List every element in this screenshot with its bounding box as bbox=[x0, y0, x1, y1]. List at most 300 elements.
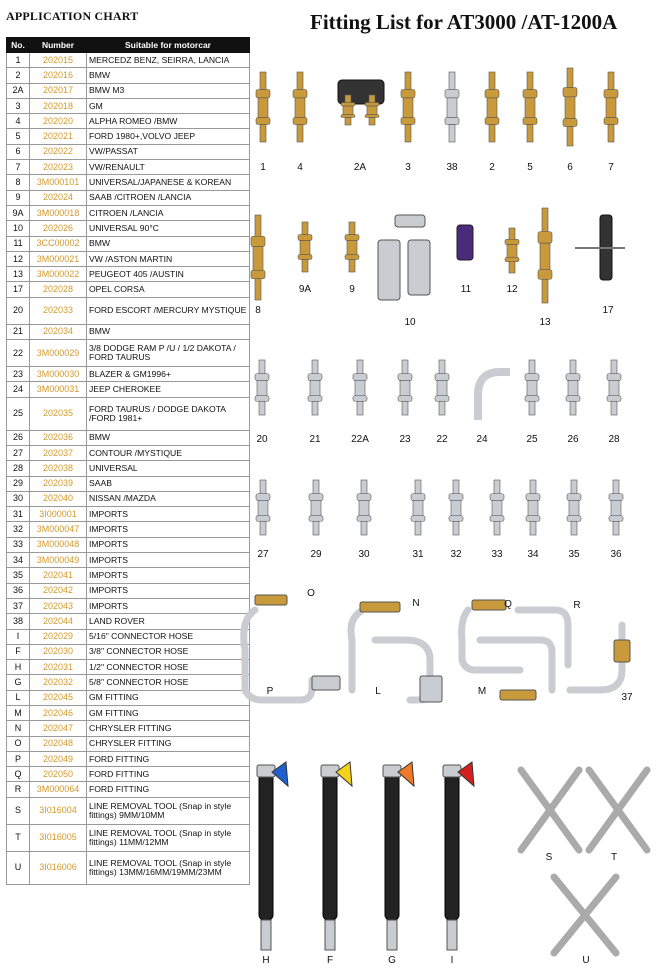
figure-label: I bbox=[450, 955, 454, 966]
fitting-row3-3-collar bbox=[398, 374, 412, 381]
cell-desc: 3/8" CONNECTOR HOSE bbox=[87, 644, 250, 659]
cell-desc: FORD TAURUS / DODGE DAKOTA /FORD 1981+ bbox=[87, 397, 250, 430]
cell-no: 36 bbox=[7, 583, 30, 598]
cell-number: 202030 bbox=[30, 644, 87, 659]
figure-label: U bbox=[582, 955, 590, 966]
fitting-row1-1-body bbox=[295, 98, 305, 118]
cell-desc: VW/RENAULT bbox=[87, 160, 250, 175]
cell-number: 202018 bbox=[30, 98, 87, 113]
fitting-row4-0-collar bbox=[256, 494, 270, 501]
cell-desc: SAAB bbox=[87, 476, 250, 491]
figure-label: 30 bbox=[358, 549, 370, 560]
fitting-row4-8-collar bbox=[609, 494, 623, 501]
cell-number: 3M000031 bbox=[30, 382, 87, 397]
fitting-row3-2-body bbox=[355, 380, 365, 395]
fitting-row1-5-stem bbox=[489, 125, 495, 143]
cell-no: 2 bbox=[7, 68, 30, 83]
fitting-row4-5-tip bbox=[494, 480, 500, 494]
fitting-38-nut bbox=[445, 118, 459, 125]
fitting-row1-8-tip bbox=[608, 72, 614, 90]
figure-label: 7 bbox=[608, 162, 614, 173]
cell-no: T bbox=[7, 824, 30, 851]
fitting-12-collar bbox=[505, 239, 519, 244]
fitting-row4-4-tip bbox=[453, 480, 459, 494]
fitting-row1-5-nut bbox=[485, 118, 499, 125]
fitting-row4-2-collar bbox=[357, 494, 371, 501]
figure-label: 35 bbox=[568, 549, 580, 560]
cell-no: L bbox=[7, 690, 30, 705]
fitting-13-tip bbox=[542, 208, 548, 232]
fitting-row1-0-body bbox=[258, 98, 268, 118]
cell-no: 9 bbox=[7, 190, 30, 205]
fitting-6-body bbox=[565, 97, 575, 119]
cell-number: 3M000101 bbox=[30, 175, 87, 190]
cell-desc: 1/2" CONNECTOR HOSE bbox=[87, 660, 250, 675]
cell-desc: 5/8" CONNECTOR HOSE bbox=[87, 675, 250, 690]
fitting-6-collar bbox=[563, 88, 577, 97]
cell-number: 202038 bbox=[30, 461, 87, 476]
fitting-row3-0-collar bbox=[255, 374, 269, 381]
cell-number: 202024 bbox=[30, 190, 87, 205]
cell-desc: IMPORTS bbox=[87, 537, 250, 552]
fitting-row3-0-stem bbox=[259, 401, 265, 415]
cell-desc: FORD FITTING bbox=[87, 782, 250, 797]
figure-label: 33 bbox=[491, 549, 503, 560]
cell-no: M bbox=[7, 705, 30, 720]
cell-desc: SAAB /CITROEN /LANCIA bbox=[87, 190, 250, 205]
fitting-2A-b-body bbox=[367, 106, 377, 114]
figure-label: F bbox=[326, 955, 334, 966]
fitting-9A-stem bbox=[302, 260, 308, 273]
cell-number: 202045 bbox=[30, 690, 87, 705]
fitting-row4-6-body bbox=[528, 500, 538, 515]
fitting-row1-0-stem bbox=[260, 125, 266, 143]
fitting-row3-7-body bbox=[568, 380, 578, 395]
hose-F-collar bbox=[321, 765, 339, 777]
cell-no: F bbox=[7, 644, 30, 659]
cell-desc: PEUGEOT 405 /AUSTIN bbox=[87, 267, 250, 282]
fitting-row4-4-collar bbox=[449, 494, 463, 501]
fitting-38-collar bbox=[445, 90, 459, 98]
cell-desc: UNIVERSAL 90°C bbox=[87, 221, 250, 236]
cell-desc: BMW M3 bbox=[87, 83, 250, 98]
fitting-row4-7-body bbox=[569, 500, 579, 515]
cell-no: 20 bbox=[7, 297, 30, 324]
cell-desc: LINE REMOVAL TOOL (Snap in style fittings) 9MM/10MM bbox=[87, 797, 250, 824]
cell-number: 202046 bbox=[30, 705, 87, 720]
fitting-row4-5-stem bbox=[494, 521, 500, 535]
fitting-8-body bbox=[253, 246, 263, 270]
fitting-row1-3-nut bbox=[401, 118, 415, 125]
fitting-row1-1-stem bbox=[297, 125, 303, 143]
fitting-row1-6-body bbox=[525, 98, 535, 118]
fitting-11 bbox=[457, 225, 473, 260]
fitting-row1-1-tip bbox=[297, 72, 303, 90]
hose-G-hose bbox=[385, 770, 399, 920]
cell-number: 202047 bbox=[30, 721, 87, 736]
fitting-2A-b-tip bbox=[369, 95, 375, 103]
cell-number: 202026 bbox=[30, 221, 87, 236]
cell-no: 21 bbox=[7, 324, 30, 339]
figure-label: 24 bbox=[476, 434, 488, 445]
fitting-row3-3-nut bbox=[398, 396, 412, 402]
fitting-row3-2-tip bbox=[357, 360, 363, 374]
fitting-row4-6-tip bbox=[530, 480, 536, 494]
cell-no: H bbox=[7, 660, 30, 675]
cell-number: 202037 bbox=[30, 445, 87, 460]
fitting-row4-0-nut bbox=[256, 516, 270, 522]
cell-desc: VW/PASSAT bbox=[87, 144, 250, 159]
cell-number: 3M000022 bbox=[30, 267, 87, 282]
fitting-row4-4-nut bbox=[449, 516, 463, 522]
cell-no: 17 bbox=[7, 282, 30, 297]
fitting-row3-6-nut bbox=[525, 396, 539, 402]
cell-number: 202033 bbox=[30, 297, 87, 324]
fitting-8-stem bbox=[255, 279, 261, 300]
hose-F-hose bbox=[323, 770, 337, 920]
figure-label: 17 bbox=[602, 305, 614, 316]
figure-label: 13 bbox=[539, 317, 551, 328]
cell-desc: 3/8 DODGE RAM P /U / 1/2 DAKOTA / FORD TAURUS bbox=[87, 340, 250, 367]
cell-no: G bbox=[7, 675, 30, 690]
figure-label: R bbox=[573, 600, 581, 611]
fitting-M bbox=[480, 640, 552, 690]
fitting-row4-1-body bbox=[311, 500, 321, 515]
figure-label: 37 bbox=[621, 692, 633, 703]
fitting-row3-4-tip bbox=[439, 360, 445, 374]
figure-label: 1 bbox=[260, 162, 266, 173]
fitting-row1-3-body bbox=[403, 98, 413, 118]
figure-label: Q bbox=[504, 599, 512, 610]
cell-desc: CHRYSLER FITTING bbox=[87, 736, 250, 751]
cell-desc: JEEP CHEROKEE bbox=[87, 382, 250, 397]
figure-label: 36 bbox=[610, 549, 622, 560]
figure-label: 6 bbox=[567, 162, 573, 173]
cell-no: 33 bbox=[7, 537, 30, 552]
cell-no: 29 bbox=[7, 476, 30, 491]
figure-label: 26 bbox=[567, 434, 579, 445]
cell-desc: FORD 1980+,VOLVO JEEP bbox=[87, 129, 250, 144]
cell-desc: LINE REMOVAL TOOL (Snap in style fittings) 13MM/16MM/19MM/23MM bbox=[87, 851, 250, 884]
cell-desc: GM FITTING bbox=[87, 705, 250, 720]
page-title: Fitting List for AT3000 /AT-1200A bbox=[310, 10, 618, 34]
cell-no: 30 bbox=[7, 491, 30, 506]
fitting-38-tip bbox=[449, 72, 455, 90]
cell-no: S bbox=[7, 797, 30, 824]
fitting-row4-7-stem bbox=[571, 521, 577, 535]
hose-I-coupler bbox=[447, 920, 457, 950]
hose-F-coupler bbox=[325, 920, 335, 950]
fitting-9-body bbox=[347, 241, 357, 255]
cell-number: 202050 bbox=[30, 767, 87, 782]
cell-number: 202031 bbox=[30, 660, 87, 675]
cell-desc: VW /ASTON MARTIN bbox=[87, 251, 250, 266]
fitting-row1-0-nut bbox=[256, 118, 270, 125]
fitting-row3-0-nut bbox=[255, 396, 269, 402]
figure-label: 27 bbox=[257, 549, 269, 560]
fitting-10-elbow bbox=[395, 215, 425, 227]
fitting-Q-tip bbox=[472, 600, 506, 610]
figure-label: 12 bbox=[506, 284, 518, 295]
fitting-12-body bbox=[507, 245, 517, 258]
cell-no: I bbox=[7, 629, 30, 644]
fitting-row4-7-nut bbox=[567, 516, 581, 522]
cell-desc: OPEL CORSA bbox=[87, 282, 250, 297]
fitting-row1-0-collar bbox=[256, 90, 270, 98]
cell-number: 202016 bbox=[30, 68, 87, 83]
fitting-13-nut bbox=[538, 270, 552, 280]
cell-no: 3 bbox=[7, 98, 30, 113]
cell-desc: BMW bbox=[87, 430, 250, 445]
fitting-9A-body bbox=[300, 241, 310, 255]
chart-title: APPLICATION CHART bbox=[6, 9, 139, 23]
figure-label: 25 bbox=[526, 434, 538, 445]
cell-number: 3M000029 bbox=[30, 340, 87, 367]
fitting-8-tip bbox=[255, 215, 261, 236]
fitting-row1-6-tip bbox=[527, 72, 533, 90]
hose-I-collar bbox=[443, 765, 461, 777]
cell-no: 26 bbox=[7, 430, 30, 445]
figure-label: 10 bbox=[404, 317, 416, 328]
fitting-row4-1-tip bbox=[313, 480, 319, 494]
cell-desc: GM bbox=[87, 98, 250, 113]
fitting-row3-0-tip bbox=[259, 360, 265, 374]
cell-no: 9A bbox=[7, 205, 30, 220]
cell-desc: BMW bbox=[87, 236, 250, 251]
cell-no: P bbox=[7, 751, 30, 766]
cell-number: 3I000001 bbox=[30, 507, 87, 522]
cell-desc: UNIVERSAL/JAPANESE & KOREAN bbox=[87, 175, 250, 190]
cell-no: O bbox=[7, 736, 30, 751]
cell-no: N bbox=[7, 721, 30, 736]
fitting-row1-6-stem bbox=[527, 125, 533, 143]
cell-no: 10 bbox=[7, 221, 30, 236]
figure-label: 20 bbox=[256, 434, 268, 445]
cell-desc: MERCEDZ BENZ, SEIRRA, LANCIA bbox=[87, 53, 250, 68]
cell-no: 6 bbox=[7, 144, 30, 159]
cell-desc: ALPHA ROMEO /BMW bbox=[87, 114, 250, 129]
fitting-row3-8-body bbox=[609, 380, 619, 395]
cell-number: 202044 bbox=[30, 614, 87, 629]
cell-number: 3M000018 bbox=[30, 205, 87, 220]
cell-desc: GM FITTING bbox=[87, 690, 250, 705]
cell-number: 3M000049 bbox=[30, 553, 87, 568]
fitting-9-tip bbox=[349, 222, 355, 235]
cell-number: 3I016005 bbox=[30, 824, 87, 851]
figure-label: 8 bbox=[255, 305, 261, 316]
cell-desc: 5/16" CONNECTOR HOSE bbox=[87, 629, 250, 644]
cell-no: Q bbox=[7, 767, 30, 782]
fitting-row4-6-stem bbox=[530, 521, 536, 535]
cell-no: 13 bbox=[7, 267, 30, 282]
cell-number: 202028 bbox=[30, 282, 87, 297]
fitting-row4-7-collar bbox=[567, 494, 581, 501]
fitting-row1-1-nut bbox=[293, 118, 307, 125]
fitting-row4-8-stem bbox=[613, 521, 619, 535]
fitting-row4-3-nut bbox=[411, 516, 425, 522]
cell-no: 37 bbox=[7, 598, 30, 613]
fitting-row4-8-body bbox=[611, 500, 621, 515]
fitting-row4-3-stem bbox=[415, 521, 421, 535]
figure-label: H bbox=[262, 955, 270, 966]
fitting-row3-4-body bbox=[437, 380, 447, 395]
figure-label: 21 bbox=[309, 434, 321, 445]
cell-desc: UNIVERSAL bbox=[87, 461, 250, 476]
fitting-10-a bbox=[378, 240, 400, 300]
fitting-2A-b-stem bbox=[369, 118, 375, 126]
fitting-row4-0-body bbox=[258, 500, 268, 515]
fitting-row3-1-body bbox=[310, 380, 320, 395]
fitting-9A-tip bbox=[302, 222, 308, 235]
cell-no: 8 bbox=[7, 175, 30, 190]
cell-number: 202032 bbox=[30, 675, 87, 690]
fitting-38-body bbox=[447, 98, 457, 118]
fitting-row1-5-tip bbox=[489, 72, 495, 90]
fitting-row4-2-tip bbox=[361, 480, 367, 494]
cell-no: 12 bbox=[7, 251, 30, 266]
cell-no: 23 bbox=[7, 367, 30, 382]
fitting-M-tip bbox=[500, 690, 536, 700]
cell-desc: CONTOUR /MYSTIQUE bbox=[87, 445, 250, 460]
fitting-row3-8-nut bbox=[607, 396, 621, 402]
fitting-2A-a-nut bbox=[341, 115, 355, 118]
fitting-row3-4-nut bbox=[435, 396, 449, 402]
fitting-row3-2-nut bbox=[353, 396, 367, 402]
fitting-2A-a-tip bbox=[345, 95, 351, 103]
fitting-row4-6-collar bbox=[526, 494, 540, 501]
fitting-2A-a-body bbox=[343, 106, 353, 114]
fitting-12-stem bbox=[509, 262, 515, 273]
figure-label: P bbox=[266, 686, 274, 697]
fitting-row4-8-nut bbox=[609, 516, 623, 522]
fitting-row4-8-tip bbox=[613, 480, 619, 494]
hose-G-collar bbox=[383, 765, 401, 777]
cell-no: 2A bbox=[7, 83, 30, 98]
fitting-row3-8-tip bbox=[611, 360, 617, 374]
fitting-9-collar bbox=[345, 235, 359, 241]
cell-no: 35 bbox=[7, 568, 30, 583]
fitting-6-stem bbox=[567, 127, 573, 147]
cell-number: 202048 bbox=[30, 736, 87, 751]
cell-desc: BLAZER & GM1996+ bbox=[87, 367, 250, 382]
fitting-9A-nut bbox=[298, 255, 312, 260]
fitting-row3-1-stem bbox=[312, 401, 318, 415]
cell-desc: FORD FITTING bbox=[87, 767, 250, 782]
cell-desc: BMW bbox=[87, 68, 250, 83]
cell-number: 202036 bbox=[30, 430, 87, 445]
fitting-37-nut bbox=[614, 640, 630, 662]
figure-label: 22A bbox=[351, 434, 369, 445]
cell-number: 202035 bbox=[30, 397, 87, 430]
fitting-row3-4-stem bbox=[439, 401, 445, 415]
figure-label: 22 bbox=[436, 434, 448, 445]
cell-desc: IMPORTS bbox=[87, 522, 250, 537]
cell-number: 202041 bbox=[30, 568, 87, 583]
column-header-suitable: Suitable for motorcar bbox=[87, 38, 250, 53]
cell-no: R bbox=[7, 782, 30, 797]
cell-number: 3I016004 bbox=[30, 797, 87, 824]
fitting-row1-6-collar bbox=[523, 90, 537, 98]
figure-label: 9 bbox=[349, 284, 355, 295]
cell-number: 202042 bbox=[30, 583, 87, 598]
cell-number: 202017 bbox=[30, 83, 87, 98]
cell-number: 202015 bbox=[30, 53, 87, 68]
figure-label: O bbox=[307, 588, 315, 599]
cell-desc: CHRYSLER FITTING bbox=[87, 721, 250, 736]
fitting-row4-1-nut bbox=[309, 516, 323, 522]
fitting-row3-7-nut bbox=[566, 396, 580, 402]
fitting-row3-6-stem bbox=[529, 401, 535, 415]
cell-no: 11 bbox=[7, 236, 30, 251]
fitting-row4-1-collar bbox=[309, 494, 323, 501]
figure-label: 34 bbox=[527, 549, 539, 560]
cell-desc: IMPORTS bbox=[87, 553, 250, 568]
cell-number: 202049 bbox=[30, 751, 87, 766]
cell-no: 27 bbox=[7, 445, 30, 460]
fitting-row4-3-body bbox=[413, 500, 423, 515]
fitting-row4-5-nut bbox=[490, 516, 504, 522]
cell-number: 3M000021 bbox=[30, 251, 87, 266]
fitting-row3-7-stem bbox=[570, 401, 576, 415]
cell-number: 3CC00002 bbox=[30, 236, 87, 251]
fitting-row3-0-body bbox=[257, 380, 267, 395]
figure-label: 28 bbox=[608, 434, 620, 445]
cell-no: 4 bbox=[7, 114, 30, 129]
fitting-row3-1-tip bbox=[312, 360, 318, 374]
cell-number: 202020 bbox=[30, 114, 87, 129]
fitting-row1-6-nut bbox=[523, 118, 537, 125]
fitting-row4-7-tip bbox=[571, 480, 577, 494]
fitting-2A-b-collar bbox=[365, 103, 379, 107]
fitting-row1-3-tip bbox=[405, 72, 411, 90]
fitting-row3-2-collar bbox=[353, 374, 367, 381]
fitting-row4-6-nut bbox=[526, 516, 540, 522]
fitting-12-tip bbox=[509, 228, 515, 239]
cell-no: U bbox=[7, 851, 30, 884]
figure-label: 32 bbox=[450, 549, 462, 560]
cell-number: 3M000064 bbox=[30, 782, 87, 797]
figure-label: 38 bbox=[446, 162, 458, 173]
cell-no: 24 bbox=[7, 382, 30, 397]
fitting-row3-8-stem bbox=[611, 401, 617, 415]
cell-no: 31 bbox=[7, 507, 30, 522]
cell-desc: IMPORTS bbox=[87, 507, 250, 522]
fitting-row3-6-collar bbox=[525, 374, 539, 381]
cell-no: 25 bbox=[7, 397, 30, 430]
cell-no: 28 bbox=[7, 461, 30, 476]
fitting-N bbox=[351, 612, 360, 690]
cell-number: 202023 bbox=[30, 160, 87, 175]
fitting-row3-1-collar bbox=[308, 374, 322, 381]
fitting-9A-collar bbox=[298, 235, 312, 241]
cell-desc: IMPORTS bbox=[87, 598, 250, 613]
fitting-12-nut bbox=[505, 257, 519, 262]
cell-desc: FORD ESCORT /MERCURY MYSTIQUE bbox=[87, 297, 250, 324]
column-header-no: No. bbox=[7, 38, 30, 53]
fitting-6-nut bbox=[563, 119, 577, 127]
fitting-row3-8-collar bbox=[607, 374, 621, 381]
fitting-9-nut bbox=[345, 255, 359, 260]
cell-no: 34 bbox=[7, 553, 30, 568]
fitting-row4-4-stem bbox=[453, 521, 459, 535]
figure-label: 2A bbox=[353, 162, 367, 173]
fitting-row4-4-body bbox=[451, 500, 461, 515]
fitting-13-body bbox=[540, 243, 550, 270]
cell-no: 1 bbox=[7, 53, 30, 68]
fitting-row4-0-stem bbox=[260, 521, 266, 535]
cell-number: 3M000047 bbox=[30, 522, 87, 537]
figure-label: T bbox=[610, 852, 618, 863]
